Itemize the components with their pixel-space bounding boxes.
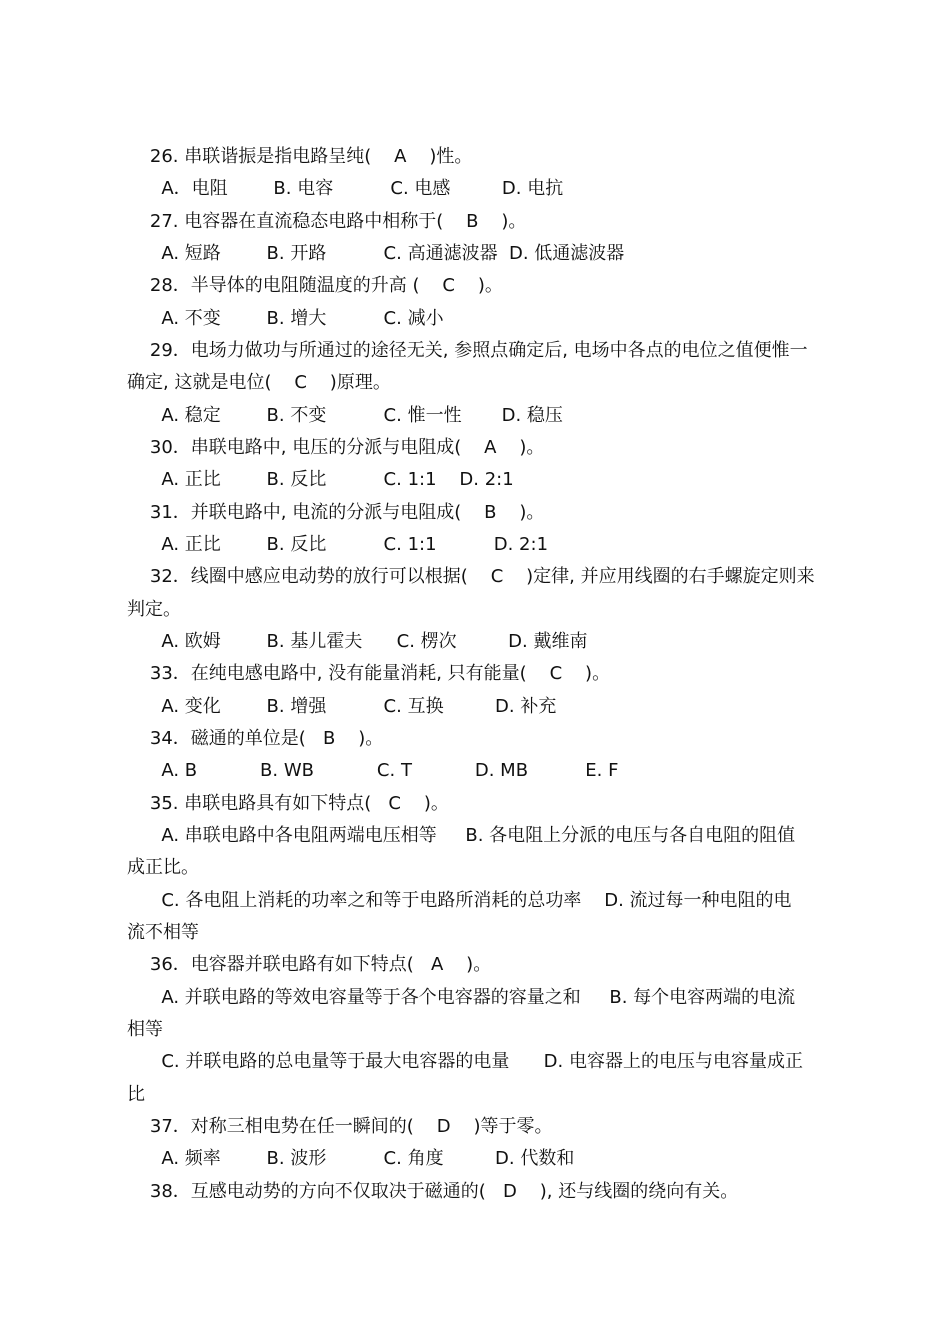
text-line: 判定。: [127, 599, 181, 620]
text-line: A. 并联电路的等效电容量等于各个电容器的容量之和 B. 每个电容两端的电流: [127, 987, 796, 1008]
text-line: 比: [127, 1084, 145, 1105]
text-line: 33．在纯电感电路中, 没有能量消耗, 只有能量( C )。: [127, 663, 611, 684]
text-line: C. 各电阻上消耗的功率之和等于电路所消耗的总功率 D. 流过每一种电阻的电: [127, 890, 792, 911]
text-line: 35. 串联电路具有如下特点( C )。: [127, 793, 449, 814]
text-line: A. 正比 B. 反比 C. 1:1 D. 2:1: [127, 469, 514, 490]
text-line: A. 变化 B. 增强 C. 互换 D. 补充: [127, 696, 557, 717]
text-line: A. 串联电路中各电阻两端电压相等 B. 各电阻上分派的电压与各自电阻的阻值: [127, 825, 796, 846]
text-line: C. 并联电路的总电量等于最大电容器的电量 D. 电容器上的电压与电容量成正: [127, 1051, 803, 1072]
text-line: 31．并联电路中, 电流的分派与电阻成( B )。: [127, 502, 545, 523]
text-line: A. B B. WB C. T D. MB E. F: [127, 760, 619, 781]
text-line: 流不相等: [127, 922, 199, 943]
text-line: 26. 串联谐振是指电路呈纯( A )性。: [127, 146, 473, 167]
text-line: A. 稳定 B. 不变 C. 惟一性 D. 稳压: [127, 405, 563, 426]
text-line: 30．串联电路中, 电压的分派与电阻成( A )。: [127, 437, 545, 458]
text-line: 成正比。: [127, 857, 199, 878]
text-line: 37．对称三相电势在任一瞬间的( D )等于零。: [127, 1116, 553, 1137]
text-line: 38．互感电动势的方向不仅取决于磁通的( D ), 还与线圈的绕向有关。: [127, 1181, 739, 1202]
text-line: A．电阻 B. 电容 C. 电感 D. 电抗: [127, 178, 564, 199]
text-line: 29．电场力做功与所通过的途径无关, 参照点确定后, 电场中各点的电位之值便惟一: [127, 340, 808, 361]
text-line: A. 欧姆 B. 基儿霍夫 C. 楞次 D. 戴维南: [127, 631, 588, 652]
text-line: 32．线圈中感应电动势的放行可以根据( C )定律, 并应用线圈的右手螺旋定则来: [127, 566, 815, 587]
text-line: 确定, 这就是电位( C )原理。: [127, 372, 391, 393]
text-line: 28．半导体的电阻随温度的升高 ( C )。: [127, 275, 503, 296]
text-line: 相等: [127, 1019, 163, 1040]
text-line: 34．磁通的单位是( B )。: [127, 728, 384, 749]
text-line: A. 短路 B. 开路 C. 高通滤波器 D. 低通滤波器: [127, 243, 625, 264]
text-line: A. 频率 B. 波形 C. 角度 D. 代数和: [127, 1148, 575, 1169]
text-line: 36．电容器并联电路有如下特点( A )。: [127, 954, 492, 975]
text-line: 27. 电容器在直流稳态电路中相称于( B )。: [127, 211, 527, 232]
text-line: A. 不变 B. 增大 C. 减小: [127, 308, 444, 329]
text-line: A. 正比 B. 反比 C. 1:1 D. 2:1: [127, 534, 549, 555]
